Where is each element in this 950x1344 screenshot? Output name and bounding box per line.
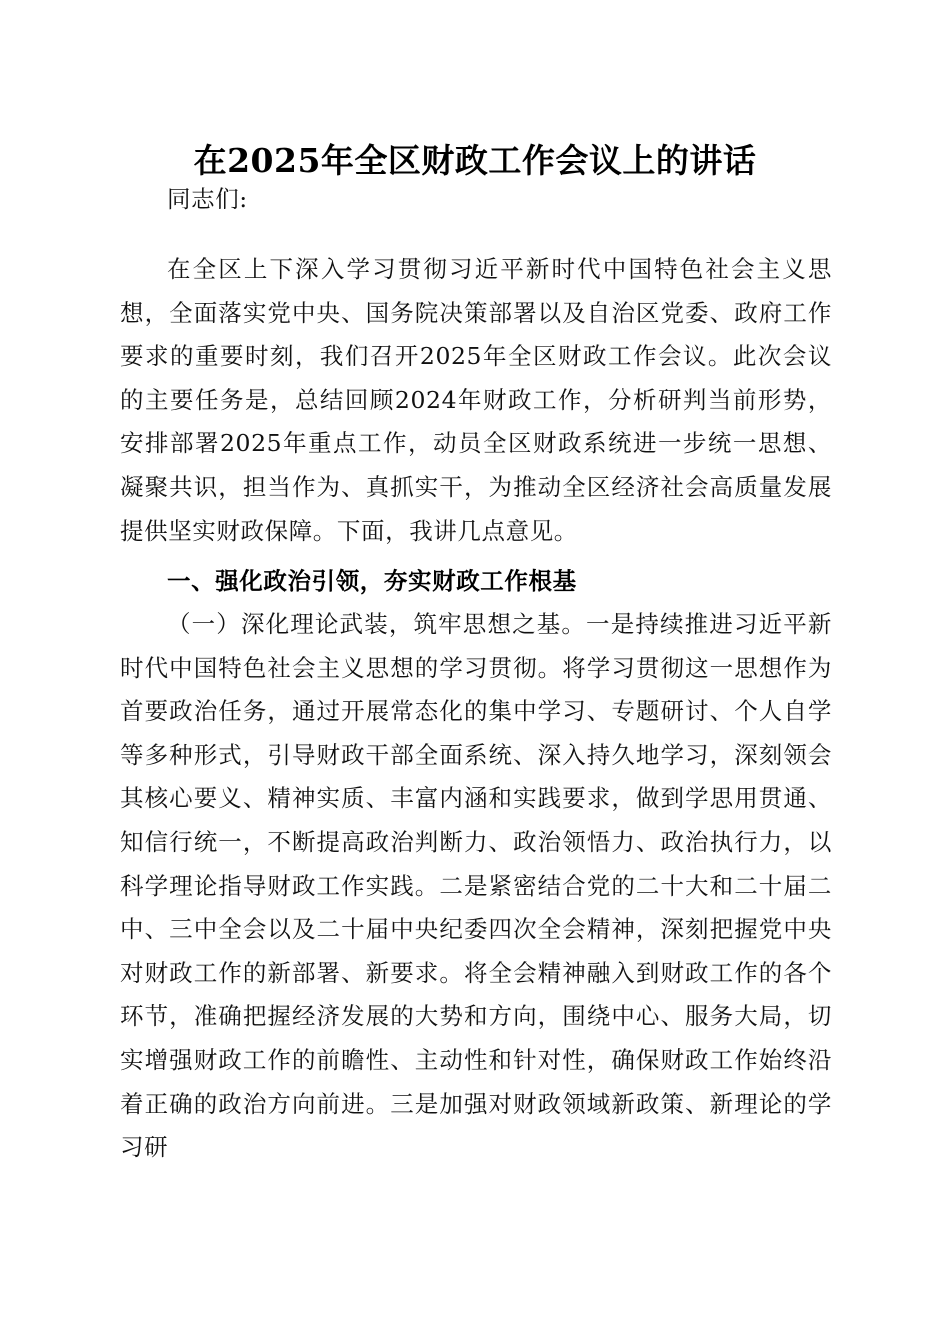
intro-paragraph: 在全区上下深入学习贯彻习近平新时代中国特色社会主义思想，全面落实党中央、国务院决策部署以及自治区党委、政府工作要求的重要时刻，我们召开2025年全区财政工作会议。此次会议的主要任务是，总结回顾2024年财政工作，分析研判当前形势，安排部署2025年重点工作，动员全区财政系统进一步统一思想、凝聚共识，担当作为、真抓实干，为推动全区经济社会高质量发展提供坚实财政保障。下面，我讲几点意见。: [120, 255, 832, 545]
section-paragraph: （一）深化理论武装，筑牢思想之基。一是持续推进习近平新时代中国特色社会主义思想的学习贯彻。将学习贯彻这一思想作为首要政治任务，通过开展常态化的集中学习、专题研讨、个人自学等多种形式，引导财政干部全面系统、深入持久地学习，深刻领会其核心要义、精神实质、丰富内涵和实践要求，做到学思用贯通、知信行统一，不断提高政治判断力、政治领悟力、政治执行力，以科学理论指导财政工作实践。二是紧密结合党的二十大和二十届二中、三中全会以及二十届中央纪委四次全会精神，深刻把握党中央对财政工作的新部署、新要求。将全会精神融入到财政工作的各个环节，准确把握经济发展的大势和方向，围绕中心、服务大局，切实增强财政工作的前瞻性、主动性和针对性，确保财政工作始终沿着正确的政治方向前进。三是加强对财政领域新政策、新理论的学习研: [120, 610, 832, 1162]
document-title: 在2025年全区财政工作会议上的讲话: [193, 141, 757, 180]
salutation: 同志们:: [167, 185, 248, 213]
section-heading: 一、强化政治引领，夯实财政工作根基: [167, 567, 577, 595]
